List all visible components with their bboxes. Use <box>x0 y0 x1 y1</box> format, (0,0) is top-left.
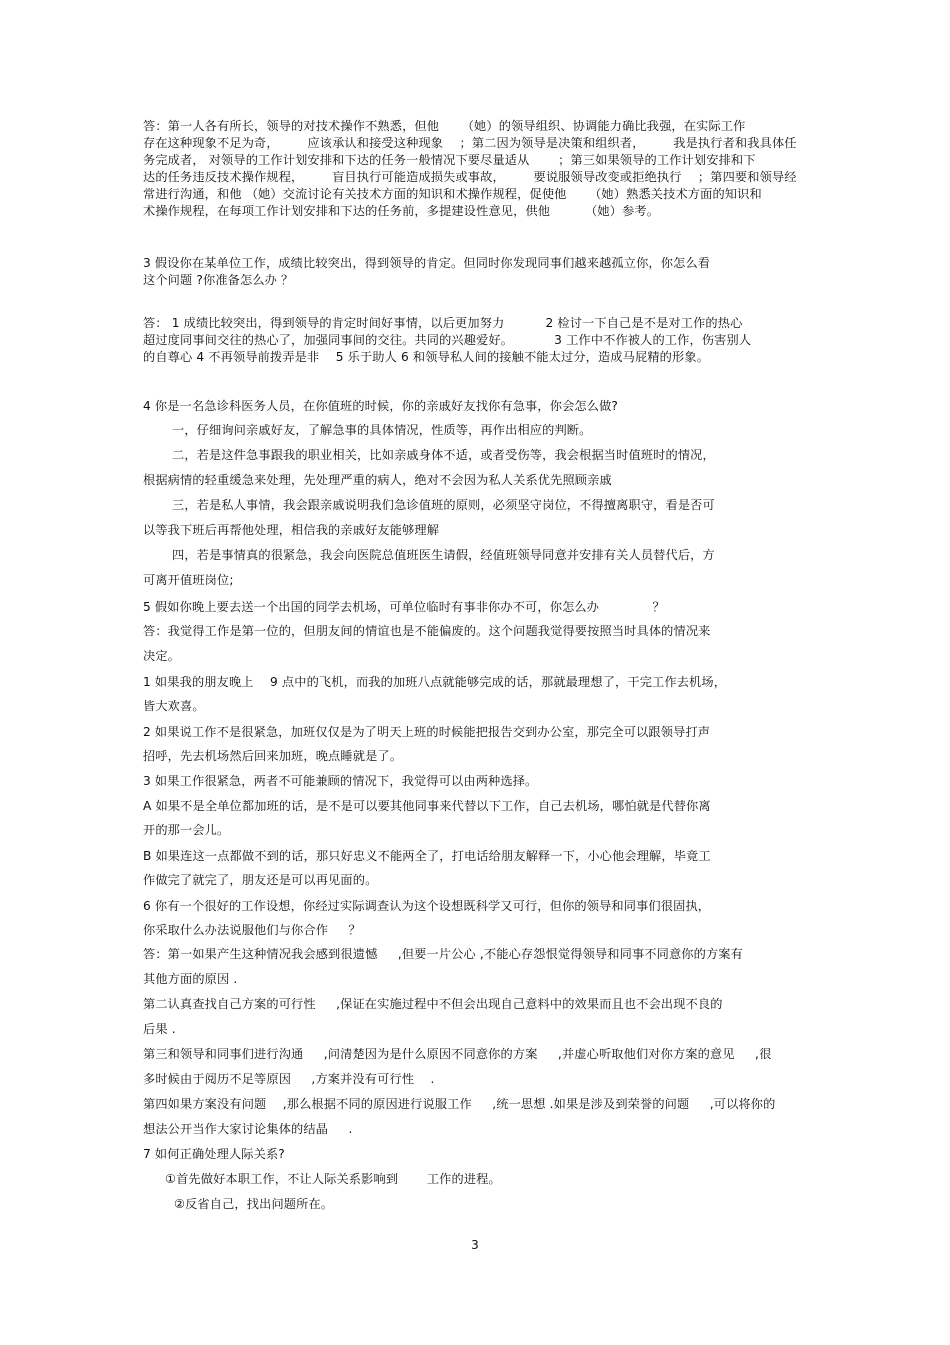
text-line: 你采取什么办法说服他们与你合作 ？ <box>143 923 361 937</box>
text-line: 达的任务违反技术操作规程， 盲目执行可能造成损失或事故， 要说服领导改变或拒绝执行 ；第四要和领导经 <box>143 170 797 184</box>
text-line: 根据病情的轻重缓急来处理，先处理严重的病人，绝对不会因为私人关系优先照顾亲戚 <box>143 473 612 487</box>
text-line: 3 如果工作很紧急，两者不可能兼顾的情况下，我觉得可以由两种选择。 <box>143 774 538 788</box>
text-line: 第四如果方案没有问题 ,那么根据不同的原因进行说服工作 ,统一思想 .如果是涉及到荣誉的问题 ,可以将你的 <box>143 1097 776 1111</box>
text-line: 其他方面的原因 . <box>143 972 238 986</box>
question-4: 4 你是一名急诊科医务人员，在你值班的时候，你的亲戚好友找你有急事，你会怎么做? <box>143 399 619 413</box>
question-3: 3 假设你在某单位工作，成绩比较突出，得到领导的肯定。但同时你发现同事们越来越孤立你，你怎么看 <box>143 256 711 270</box>
text-line: B 如果连这一点都做不到的话，那只好忠义不能两全了，打电话给朋友解释一下，小心他会理解，毕竟工 <box>143 849 711 863</box>
text-line: 常进行沟通，和他 （她）交流讨论有关技术方面的知识和术操作规程，促使他 （她）熟悉关技术方面的知识和 <box>143 187 762 201</box>
text-line: 第二认真查找自己方案的可行性 ,保证在实施过程中不但会出现自己意料中的效果而且也不会出现不良的 <box>143 997 723 1011</box>
text-line: 决定。 <box>143 649 181 663</box>
question-7: 7 如何正确处理人际关系? <box>143 1147 285 1161</box>
text-line: 这个问题 ?你准备怎么办 ？ <box>143 273 294 287</box>
text-line: 四，若是事情真的很紧急，我会向医院总值班医生请假，经值班领导同意并安排有关人员替代后，方 <box>172 548 715 562</box>
text-line: A 如果不是全单位都加班的话，是不是可以要其他同事来代替以下工作，自己去机场，哪怕就是代替你离 <box>143 799 711 813</box>
text-line: 存在这种现象不足为奇， 应该承认和接受这种现象 ；第二因为领导是决策和组织者， 我是执行者和我具体任 <box>143 136 797 150</box>
text-line: ①首先做好本职工作，不让人际关系影响到 工作的进程。 <box>165 1172 501 1186</box>
answer-6: 答：第一如果产生这种情况我会感到很遗憾 ,但要一片公心 ,不能心存怨恨觉得领导和同事不同意你的方案有 <box>143 947 743 961</box>
text-line: 2 如果说工作不是很紧急，加班仅仅是为了明天上班的时候能把报告交到办公室，那完全可以跟领导打声 <box>143 725 711 739</box>
text-line: 开的那一会儿。 <box>143 823 230 837</box>
text-line: 的自尊心 4 不再领导前拨弄是非 5 乐于助人 6 和领导私人间的接触不能太过分，造成马屁精的形象。 <box>143 350 710 364</box>
text-line: 术操作规程，在每项工作计划安排和下达的任务前，多提建设性意见，供他 （她）参考。 <box>143 204 660 218</box>
text-line: 答：第一人各有所长，领导的对技术操作不熟悉，但他 （她）的领导组织、协调能力确比我强，在实际工作 <box>143 119 746 133</box>
text-line: 务完成者， 对领导的工作计划安排和下达的任务一般情况下要尽量适从 ；第三如果领导的工作计划安排和下 <box>143 153 756 167</box>
text-line: 作做完了就完了，朋友还是可以再见面的。 <box>143 873 378 887</box>
question-6: 6 你有一个很好的工作设想，你经过实际调查认为这个设想既科学又可行，但你的领导和同事们很固执， <box>143 899 711 913</box>
text-line: 招呼，先去机场然后回来加班，晚点睡就是了。 <box>143 749 403 763</box>
text-line: 皆大欢喜。 <box>143 699 205 713</box>
text-line: 第三和领导和同事们进行沟通 ,问清楚因为是什么原因不同意你的方案 ,并虚心听取他们对你方案的意见 ,很 <box>143 1047 772 1061</box>
text-line: 多时候由于阅历不足等原因 ,方案并没有可行性 . <box>143 1072 435 1086</box>
text-line: 可离开值班岗位; <box>143 573 234 587</box>
text-line: 想法公开当作大家讨论集体的结晶 . <box>143 1122 353 1136</box>
text-line: 超过度同事间交往的热心了，加强同事间的交往。共同的兴趣爱好。 3 工作中不作被人的工作，伤害别人 <box>143 333 752 347</box>
answer-3: 答： 1 成绩比较突出，得到领导的肯定时间好事情，以后更加努力 2 检讨一下自己是不是对工作的热心 <box>143 316 743 330</box>
text-line: 一，仔细询问亲戚好友，了解急事的具体情况，性质等，再作出相应的判断。 <box>172 423 592 437</box>
text-line: 以等我下班后再帮他处理，相信我的亲戚好友能够理解 <box>143 523 440 537</box>
text-line: 后果 . <box>143 1022 176 1036</box>
text-line: 1 如果我的朋友晚上 9 点中的飞机，而我的加班八点就能够完成的话，那就最理想了，干完工作去机场， <box>143 675 727 689</box>
page-number: 3 <box>471 1238 479 1252</box>
text-line: 三，若是私人事情，我会跟亲戚说明我们急诊值班的原则，必须坚守岗位，不得擅离职守，看是否可 <box>172 498 715 512</box>
text-line: 二，若是这件急事跟我的职业相关，比如亲戚身体不适，或者受伤等，我会根据当时值班时的情况， <box>172 448 715 462</box>
question-5: 5 假如你晚上要去送一个出国的同学去机场，可单位临时有事非你办不可，你怎么办 ？ <box>143 600 665 614</box>
answer-5: 答：我觉得工作是第一位的，但朋友间的情谊也是不能偏废的。这个问题我觉得要按照当时具体的情况来 <box>143 624 711 638</box>
text-line: ②反省自己，找出问题所在。 <box>174 1197 334 1211</box>
